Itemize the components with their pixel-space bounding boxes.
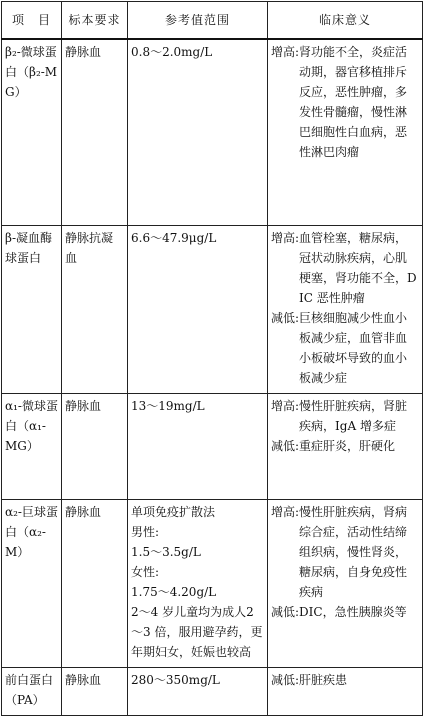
significance-text: 肾功能不全，炎症活动期，器官移植排斥反应，恶性肿瘤，多发性骨髓瘤，慢性淋巴细胞性白血病，恶性淋巴肉瘤 bbox=[299, 45, 408, 159]
table-row bbox=[2, 225, 423, 393]
significance-text: 慢性肝脏疾病，肾脏疾病，IgA 增多症 bbox=[299, 398, 408, 433]
item-cell: α₂-巨球蛋白（α₂-M） bbox=[2, 499, 62, 667]
header-item: 项 目 bbox=[2, 2, 62, 40]
header-significance: 临床意义 bbox=[268, 2, 423, 40]
significance-entry bbox=[271, 42, 419, 162]
significance-label: 减低: bbox=[271, 310, 300, 325]
significance-label: 减低: bbox=[271, 438, 300, 453]
item-cell: α₁-微球蛋白（α₁-MG） bbox=[2, 393, 62, 499]
significance-text: 血管栓塞，糖尿病，冠状动脉疾病，心肌梗塞，肾功能不全，DIC 恶性肿瘤 bbox=[299, 230, 417, 305]
significance-text: 重症肝炎，肝硬化 bbox=[299, 438, 396, 453]
significance-entry bbox=[271, 670, 419, 690]
significance-label: 增高: bbox=[271, 230, 300, 245]
reference-line: 2～4 岁儿童均为成人2～3 倍，服用避孕药，更年期妇女，妊娠也较高 bbox=[131, 604, 263, 659]
reference-line: 13～19mg/L bbox=[131, 398, 205, 413]
significance-cell bbox=[268, 499, 423, 667]
significance-entry bbox=[271, 228, 419, 308]
significance-entry bbox=[271, 502, 419, 602]
specimen-cell: 静脉抗凝血 bbox=[62, 225, 128, 393]
reference-line: 单项免疫扩散法 bbox=[131, 504, 216, 519]
reference-line: 0.8～2.0mg/L bbox=[131, 45, 213, 59]
significance-label: 减低: bbox=[271, 672, 300, 687]
reference-line: 男性: bbox=[131, 524, 160, 539]
table-row bbox=[2, 39, 423, 225]
item-cell: β-凝血酶球蛋白 bbox=[2, 225, 62, 393]
significance-cell bbox=[268, 39, 423, 225]
significance-text: 巨核细胞减少性血小板减少症，血管非血小板破坏导致的血小板减少症 bbox=[299, 310, 408, 385]
significance-cell bbox=[268, 225, 423, 393]
significance-cell bbox=[268, 393, 423, 499]
header-reference: 参考值范围 bbox=[128, 2, 268, 40]
reference-line: 6.6～47.9μg/L bbox=[131, 230, 217, 245]
reference-line: 1.5～3.5g/L bbox=[131, 544, 201, 559]
table-row bbox=[2, 667, 423, 715]
significance-cell bbox=[268, 667, 423, 715]
header-row bbox=[2, 2, 423, 40]
reference-table bbox=[1, 1, 423, 716]
reference-cell bbox=[128, 39, 268, 225]
item-cell: 前白蛋白（PA） bbox=[2, 667, 62, 715]
significance-label: 减低: bbox=[271, 604, 300, 619]
significance-label: 增高: bbox=[271, 45, 300, 59]
specimen-cell: 静脉血 bbox=[62, 667, 128, 715]
item-cell: β₂-微球蛋白（β₂-MG） bbox=[2, 39, 62, 225]
reference-line: 1.75～4.20g/L bbox=[131, 584, 217, 599]
reference-cell bbox=[128, 499, 268, 667]
significance-text: 肝脏疾患 bbox=[299, 672, 348, 687]
table-row bbox=[2, 393, 423, 499]
significance-text: 慢性肝脏疾病，肾病综合症，活动性结缔组织病，慢性肾炎，糖尿病，自身免疫性疾病 bbox=[299, 504, 408, 599]
significance-entry bbox=[271, 396, 419, 436]
specimen-cell: 静脉血 bbox=[62, 39, 128, 225]
header-specimen: 标本要求 bbox=[62, 2, 128, 40]
specimen-cell: 静脉血 bbox=[62, 393, 128, 499]
specimen-cell: 静脉血 bbox=[62, 499, 128, 667]
reference-cell bbox=[128, 393, 268, 499]
significance-label: 增高: bbox=[271, 504, 300, 519]
reference-line: 280～350mg/L bbox=[131, 672, 220, 687]
reference-cell bbox=[128, 225, 268, 393]
reference-line: 女性: bbox=[131, 564, 160, 579]
significance-label: 增高: bbox=[271, 398, 300, 413]
significance-text: DIC，急性胰腺炎等 bbox=[299, 604, 407, 619]
table-row bbox=[2, 499, 423, 667]
reference-cell bbox=[128, 667, 268, 715]
significance-entry bbox=[271, 308, 419, 388]
significance-entry bbox=[271, 436, 419, 456]
significance-entry bbox=[271, 602, 419, 622]
